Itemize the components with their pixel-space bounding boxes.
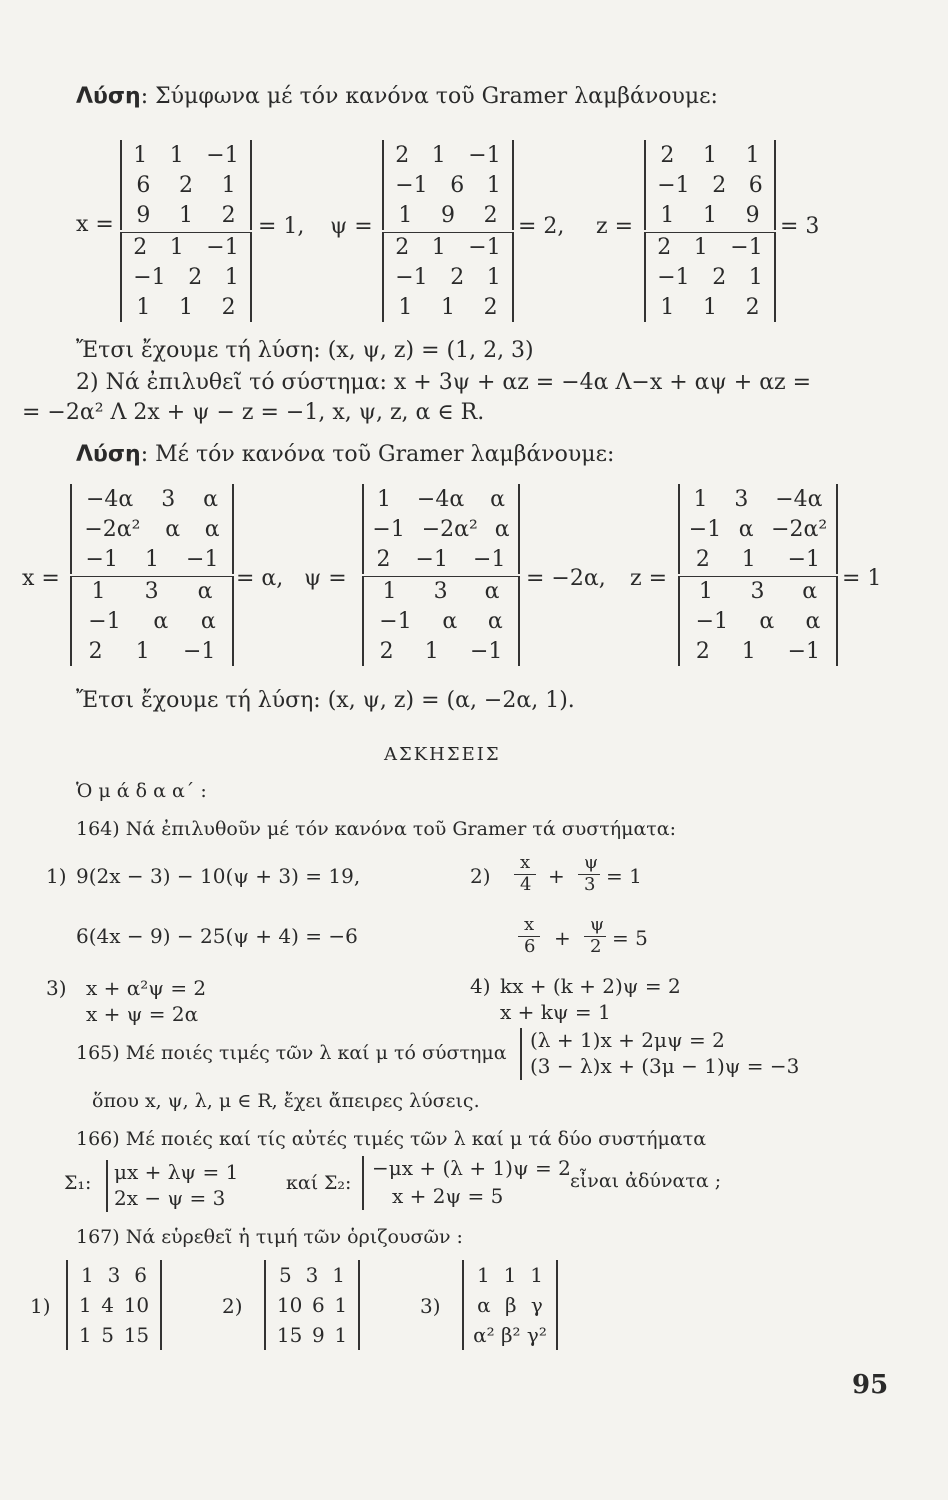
matrix-cell: −1 — [688, 516, 722, 542]
matrix-cell: 2 — [221, 294, 236, 320]
solution-conclusion-2: Ἔτσι ἔχουμε τή λύση: (x, ψ, z) = (α, −2α, 1). — [76, 688, 575, 713]
matrix-row — [122, 232, 250, 262]
matrix-cell: 2 — [376, 546, 391, 572]
matrix-cell: 9 — [745, 202, 760, 228]
matrix-cell: 3 — [305, 1263, 319, 1287]
x-numerator-determinant — [120, 140, 252, 230]
z-denominator-determinant — [678, 576, 838, 666]
fraction-numerator: x — [520, 852, 531, 873]
matrix-row — [646, 170, 774, 200]
matrix-cell: 2 — [379, 638, 394, 664]
matrix-cell: 1 — [424, 638, 439, 664]
matrix-cell: α — [487, 608, 503, 634]
matrix-cell: −1 — [730, 234, 763, 260]
matrix-cell: 1 — [144, 546, 159, 572]
matrix-cell: 1 — [224, 264, 239, 290]
matrix-row — [464, 1320, 556, 1350]
matrix-row — [122, 200, 250, 230]
exercise-164-4-eq-a: kx + (k + 2)ψ = 2 — [500, 974, 681, 998]
matrix-cell: 2 — [395, 142, 410, 168]
matrix-cell: 2 — [178, 172, 193, 198]
matrix-cell: 3 — [161, 486, 176, 512]
matrix-cell: 1 — [178, 294, 193, 320]
matrix-cell: γ — [530, 1293, 543, 1317]
matrix-cell: 1 — [221, 172, 236, 198]
fraction-denominator: 3 — [584, 874, 596, 895]
matrix-row — [384, 140, 512, 170]
and-word: καί — [286, 1172, 319, 1194]
matrix-cell: 1 — [91, 578, 106, 604]
matrix-cell: 1 — [693, 486, 708, 512]
matrix-cell: −1 — [182, 638, 216, 664]
matrix-cell: 3 — [734, 486, 749, 512]
exercise-164-4-eq-b: x + kψ = 1 — [500, 1000, 611, 1024]
matrix-cell: −1 — [415, 546, 448, 572]
matrix-cell: 6 — [134, 1263, 147, 1287]
matrix-row — [680, 484, 836, 514]
matrix-row — [646, 262, 774, 292]
matrix-cell: −1 — [657, 172, 690, 198]
problem-2-line-2: = −2α² Λ 2x + ψ − z = −1, x, ψ, z, α ∈ R. — [22, 400, 485, 425]
matrix-cell: 1 — [486, 264, 501, 290]
matrix-cell: −4α — [775, 486, 823, 512]
matrix-row — [266, 1260, 358, 1290]
matrix-cell: 2 — [657, 234, 672, 260]
matrix-cell: β² — [500, 1323, 521, 1347]
matrix-cell: −1 — [372, 516, 405, 542]
matrix-cell: 5 — [101, 1323, 114, 1347]
matrix-cell: 1 — [702, 142, 717, 168]
z-result: = 3 — [780, 214, 820, 239]
matrix-row — [680, 576, 836, 606]
matrix-cell: −1 — [85, 546, 118, 572]
matrix-row — [364, 606, 518, 636]
matrix-cell: 2 — [712, 264, 727, 290]
exercise-164-3-label: 3) — [46, 976, 67, 1000]
matrix-cell: 1 — [440, 294, 455, 320]
matrix-cell: −1 — [787, 638, 821, 664]
matrix-cell: 1 — [382, 578, 397, 604]
matrix-row — [122, 140, 250, 170]
matrix-cell: α — [490, 486, 505, 512]
matrix-row — [122, 292, 250, 322]
x-label: x = — [76, 212, 114, 237]
system-s1-eq-b: 2x − ψ = 3 — [114, 1186, 226, 1210]
fraction-denominator: 4 — [520, 874, 532, 895]
fraction-denominator: 2 — [590, 936, 602, 957]
matrix-cell: α — [442, 608, 458, 634]
matrix-cell: −4α — [85, 486, 134, 512]
matrix-row — [72, 514, 232, 544]
matrix-cell: 15 — [123, 1323, 150, 1347]
operator: + — [548, 864, 565, 888]
z-denominator-determinant — [644, 232, 776, 322]
matrix-row — [72, 544, 232, 574]
fraction-numerator: x — [524, 914, 535, 935]
y-denominator-determinant — [362, 576, 520, 666]
matrix-cell: −1 — [468, 142, 501, 168]
solution-label: Λύση — [76, 442, 141, 467]
matrix-cell: α — [494, 516, 510, 542]
system-s1-eq-a: μx + λψ = 1 — [114, 1160, 239, 1184]
matrix-cell: 1 — [748, 264, 763, 290]
system-s2-eq-a: −μx + (λ + 1)ψ = 2 — [372, 1156, 571, 1180]
matrix-cell: 1 — [476, 1263, 490, 1287]
matrix-cell: 1 — [169, 142, 184, 168]
matrix-row — [266, 1290, 358, 1320]
exercise-164-1-label: 1) — [46, 864, 67, 888]
matrix-cell: α — [197, 578, 213, 604]
matrix-cell: 1 — [698, 578, 713, 604]
matrix-row — [464, 1290, 556, 1320]
matrix-cell: α — [204, 516, 220, 542]
matrix-row — [646, 232, 774, 262]
matrix-cell: 1 — [135, 638, 150, 664]
z-label: z = — [596, 214, 634, 239]
fraction-numerator: ψ — [584, 852, 599, 873]
matrix-cell: 4 — [101, 1293, 114, 1317]
matrix-cell: 9 — [136, 202, 151, 228]
determinant-167-2 — [264, 1260, 360, 1350]
x-numerator-determinant — [70, 484, 234, 574]
matrix-row — [122, 170, 250, 200]
y-result: = −2α, — [526, 566, 606, 591]
matrix-cell: −1 — [395, 264, 428, 290]
matrix-cell: α — [203, 486, 218, 512]
problem-2-line-1: 2) Νά ἐπιλυθεῖ τό σύστημα: x + 3ψ + αz = −4α Λ−x + αψ + αz = — [76, 370, 812, 395]
matrix-cell: −4α — [416, 486, 465, 512]
matrix-cell: 2 — [660, 142, 675, 168]
matrix-cell: 2 — [483, 202, 498, 228]
matrix-row — [68, 1260, 160, 1290]
matrix-cell: 15 — [276, 1323, 303, 1347]
solution-text: : Σύμφωνα μέ τόν κανόνα τοῦ Gramer λαμβάνουμε: — [140, 84, 718, 109]
matrix-cell: α — [759, 608, 775, 634]
matrix-cell: 1 — [334, 1323, 348, 1347]
z-result: = 1 — [842, 566, 882, 591]
exercise-165-eq-a: (λ + 1)x + 2μψ = 2 — [530, 1028, 725, 1052]
matrix-cell: 1 — [169, 234, 184, 260]
matrix-row — [646, 200, 774, 230]
matrix-cell: 2 — [221, 202, 236, 228]
z-numerator-determinant — [678, 484, 838, 574]
matrix-cell: −1 — [133, 264, 166, 290]
group-label: Ὁ μ ά δ α α΄ : — [76, 780, 207, 802]
matrix-cell: 1 — [136, 294, 151, 320]
y-result: = 2, — [518, 214, 565, 239]
matrix-cell: 6 — [450, 172, 465, 198]
matrix-row — [72, 606, 232, 636]
fraction-denominator: 6 — [524, 936, 536, 957]
exercise-167-1-label: 1) — [30, 1294, 51, 1318]
exercise-164-3-eq-a: x + α²ψ = 2 — [86, 976, 207, 1000]
matrix-row — [646, 140, 774, 170]
matrix-row — [384, 292, 512, 322]
exercise-167-2-label: 2) — [222, 1294, 243, 1318]
exercise-166-end: εἶναι ἀδύνατα ; — [570, 1170, 722, 1192]
exercise-165-eq-b: (3 − λ)x + (3μ − 1)ψ = −3 — [530, 1054, 800, 1078]
matrix-cell: 10 — [123, 1293, 150, 1317]
matrix-cell: 3 — [107, 1263, 121, 1287]
exercise-164-3-eq-b: x + ψ = 2α — [86, 1002, 199, 1026]
matrix-cell: 3 — [750, 578, 765, 604]
matrix-row — [680, 636, 836, 666]
matrix-cell: 1 — [398, 294, 413, 320]
matrix-row — [266, 1320, 358, 1350]
matrix-cell: α — [484, 578, 500, 604]
matrix-cell: 1 — [702, 202, 717, 228]
matrix-cell: 1 — [660, 294, 675, 320]
matrix-cell: 3 — [144, 578, 159, 604]
y-label: ψ = — [304, 566, 347, 591]
operator: + — [554, 926, 571, 950]
exercise-164: 164) Νά ἐπιλυθοῦν μέ τόν κανόνα τοῦ Gramer τά συστήματα: — [76, 818, 677, 840]
system-s2-eq-b: x + 2ψ = 5 — [392, 1184, 504, 1208]
matrix-cell: α — [802, 578, 818, 604]
matrix-row — [384, 170, 512, 200]
matrix-cell: −1 — [395, 172, 428, 198]
matrix-cell: α — [805, 608, 821, 634]
solution-intro-2 — [76, 442, 614, 467]
matrix-row — [72, 636, 232, 666]
matrix-cell: β — [504, 1293, 517, 1317]
matrix-cell: 2 — [450, 264, 465, 290]
matrix-cell: 6 — [136, 172, 151, 198]
matrix-cell: −1 — [206, 142, 239, 168]
matrix-row — [364, 544, 518, 574]
exercise-167-3-label: 3) — [420, 1294, 441, 1318]
matrix-cell: −1 — [186, 546, 219, 572]
matrix-row — [72, 484, 232, 514]
determinant-167-3 — [462, 1260, 558, 1350]
matrix-row — [364, 484, 518, 514]
matrix-cell: 1 — [376, 486, 391, 512]
y-denominator-determinant — [382, 232, 514, 322]
matrix-row — [464, 1260, 556, 1290]
matrix-row — [364, 636, 518, 666]
exercise-164-4-label: 4) — [470, 974, 491, 998]
matrix-row — [646, 292, 774, 322]
matrix-cell: −1 — [379, 608, 412, 634]
matrix-cell: 2 — [188, 264, 203, 290]
system-bar — [362, 1156, 364, 1210]
matrix-cell: γ² — [526, 1323, 547, 1347]
matrix-cell: 1 — [78, 1323, 92, 1347]
matrix-cell: 2 — [133, 234, 148, 260]
matrix-cell: 1 — [503, 1263, 517, 1287]
matrix-row — [384, 200, 512, 230]
matrix-cell: 1 — [741, 546, 756, 572]
matrix-cell: 1 — [178, 202, 193, 228]
matrix-cell: α — [200, 608, 216, 634]
matrix-cell: 10 — [276, 1293, 303, 1317]
matrix-row — [68, 1320, 160, 1350]
matrix-cell: −1 — [469, 638, 503, 664]
x-label: x = — [22, 566, 60, 591]
matrix-cell: 2 — [88, 638, 103, 664]
matrix-cell: 1 — [332, 1263, 345, 1287]
x-result: = α, — [236, 566, 284, 591]
solution-text: : Μέ τόν κανόνα τοῦ Gramer λαμβάνουμε: — [140, 442, 615, 467]
matrix-cell: 1 — [80, 1263, 94, 1287]
matrix-cell: 1 — [398, 202, 413, 228]
matrix-cell: 2 — [695, 638, 710, 664]
matrix-row — [680, 606, 836, 636]
matrix-cell: 6 — [748, 172, 763, 198]
solution-label: Λύση — [76, 84, 141, 109]
exercise-165: 165) Μέ ποιές τιμές τῶν λ καί μ τό σύστημα — [76, 1042, 507, 1064]
matrix-cell: 1 — [660, 202, 675, 228]
matrix-row — [364, 514, 518, 544]
system-bar — [520, 1028, 522, 1080]
exercises-heading: ΑΣΚΗΣΕΙΣ — [384, 744, 501, 765]
fraction-numerator: ψ — [590, 914, 605, 935]
matrix-cell: −1 — [468, 234, 501, 260]
exercise-164-1-eq-a: 9(2x − 3) − 10(ψ + 3) = 19, — [76, 864, 361, 888]
equation-result: = 1 — [606, 864, 642, 888]
matrix-cell: α² — [473, 1323, 495, 1347]
matrix-cell: 2 — [745, 294, 760, 320]
x-result: = 1, — [258, 214, 305, 239]
matrix-cell: 1 — [745, 142, 760, 168]
matrix-cell: α — [153, 608, 169, 634]
matrix-row — [72, 576, 232, 606]
system-bar — [106, 1160, 108, 1212]
matrix-row — [680, 514, 836, 544]
matrix-cell: 9 — [311, 1323, 325, 1347]
matrix-cell: 5 — [278, 1263, 292, 1287]
matrix-cell: −2α² — [84, 516, 141, 542]
matrix-cell: −1 — [88, 608, 121, 634]
matrix-cell: 2 — [483, 294, 498, 320]
y-numerator-determinant — [382, 140, 514, 230]
y-label: ψ = — [330, 214, 373, 239]
matrix-cell: 3 — [433, 578, 448, 604]
exercise-164-1-eq-b: 6(4x − 9) − 25(ψ + 4) = −6 — [76, 924, 358, 948]
matrix-cell: −1 — [787, 546, 821, 572]
matrix-cell: 1 — [486, 172, 501, 198]
matrix-cell: 2 — [695, 546, 710, 572]
matrix-cell: 2 — [712, 172, 727, 198]
matrix-cell: 1 — [530, 1263, 543, 1287]
matrix-cell: 1 — [693, 234, 708, 260]
matrix-row — [680, 544, 836, 574]
matrix-row — [68, 1290, 160, 1320]
x-denominator-determinant — [70, 576, 234, 666]
matrix-cell: α — [738, 516, 754, 542]
matrix-row — [122, 262, 250, 292]
matrix-cell: α — [477, 1293, 491, 1317]
exercise-165-condition: ὅπου x, ψ, λ, μ ∈ R, ἔχει ἄπειρες λύσεις. — [92, 1090, 480, 1112]
z-numerator-determinant — [644, 140, 776, 230]
matrix-row — [384, 232, 512, 262]
matrix-cell: 1 — [431, 142, 446, 168]
matrix-cell: α — [165, 516, 181, 542]
solution-intro-1 — [76, 84, 718, 109]
matrix-cell: 1 — [78, 1293, 92, 1317]
z-label: z = — [630, 566, 668, 591]
matrix-cell: 1 — [702, 294, 717, 320]
matrix-row — [384, 262, 512, 292]
matrix-cell: −1 — [473, 546, 506, 572]
matrix-cell: 6 — [311, 1293, 325, 1317]
exercise-166: 166) Μέ ποιές καί τίς αὐτές τιμές τῶν λ καί μ τά δύο συστήματα — [76, 1128, 707, 1150]
matrix-cell: −1 — [695, 608, 729, 634]
exercise-164-2-label: 2) — [470, 864, 491, 888]
matrix-row — [364, 576, 518, 606]
system-s2-label: Σ₂: — [324, 1172, 352, 1194]
matrix-cell: −1 — [657, 264, 690, 290]
determinant-167-1 — [66, 1260, 162, 1350]
y-numerator-determinant — [362, 484, 520, 574]
matrix-cell: 1 — [431, 234, 446, 260]
matrix-cell: 1 — [133, 142, 148, 168]
equation-result: = 5 — [612, 926, 648, 950]
matrix-cell: 1 — [741, 638, 756, 664]
matrix-cell: −1 — [206, 234, 239, 260]
exercise-167: 167) Νά εὑρεθεῖ ἡ τιμή τῶν ὁριζουσῶν : — [76, 1226, 463, 1248]
matrix-cell: 9 — [440, 202, 455, 228]
matrix-cell: 2 — [395, 234, 410, 260]
matrix-cell: 1 — [334, 1293, 348, 1317]
solution-conclusion-1: Ἔτσι ἔχουμε τή λύση: (x, ψ, z) = (1, 2, 3) — [76, 338, 534, 363]
x-denominator-determinant — [120, 232, 252, 322]
matrix-cell: −2α² — [771, 516, 828, 542]
system-s1-label: Σ₁: — [64, 1172, 92, 1194]
matrix-cell: −2α² — [421, 516, 478, 542]
page-number: 95 — [852, 1370, 889, 1400]
